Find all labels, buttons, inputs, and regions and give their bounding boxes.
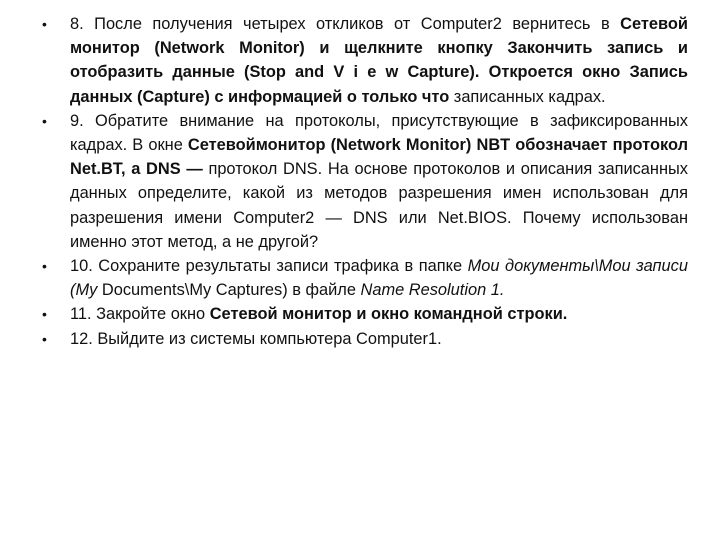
step-8-text: 8. После получения четырех откликов от Computer2 вернитесь в	[70, 15, 621, 33]
instruction-list	[42, 12, 688, 351]
step-9-text: 9. Обратите внимание на протоколы, присутствующие в зафиксированных кадрах. В окне	[70, 111, 688, 155]
list-item-step-10	[42, 254, 688, 302]
step-12-text: 12. Выйдите из системы компьютера Computer1.	[70, 329, 442, 348]
step-10-folder-text: Мои документы\Мои записи (My	[70, 257, 688, 300]
step-9-tail-text: протокол DNS. На основе протоколов и описания записанных данных определите, какой из методов разрешения имен использован для разрешения имени Computer2 — DNS или Net.BIOS. Почему использован именно этот метод, а не другой?	[70, 160, 688, 251]
step-8-bold-text: Сетевой монитор (Network Monitor) и щелкните кнопку Закончить запись и отобразить данные (Stop and V i e w Capture). Откроется окно Запись данных (Capture) с информацией о только что	[70, 15, 688, 106]
bullet-icon: •	[42, 306, 47, 323]
bullet-icon: •	[42, 16, 47, 32]
step-10-text: 10. Сохраните результаты записи трафика в папке	[70, 257, 468, 276]
step-10-file-text: Name Resolution 1.	[360, 281, 505, 300]
list-item-step-8	[42, 12, 688, 109]
step-10-mid-text: Documents\My Captures) в файле	[101, 281, 361, 300]
list-item-step-11	[42, 302, 688, 326]
list-item-step-9	[42, 109, 688, 254]
bullet-icon: •	[42, 112, 47, 129]
step-11-bold-text: Сетевой монитор и окно командной строки.	[209, 305, 568, 324]
step-11-text: 11. Закройте окно	[70, 305, 210, 324]
step-8-tail-text: записанных кадрах.	[449, 87, 606, 106]
bullet-icon: •	[42, 330, 47, 347]
list-item-step-12	[42, 327, 688, 351]
bullet-icon: •	[42, 258, 47, 275]
step-9-bold-text: Сетевоймонитор (Network Monitor) NBT обозначает протокол Net.BT, а DNS —	[70, 136, 688, 179]
